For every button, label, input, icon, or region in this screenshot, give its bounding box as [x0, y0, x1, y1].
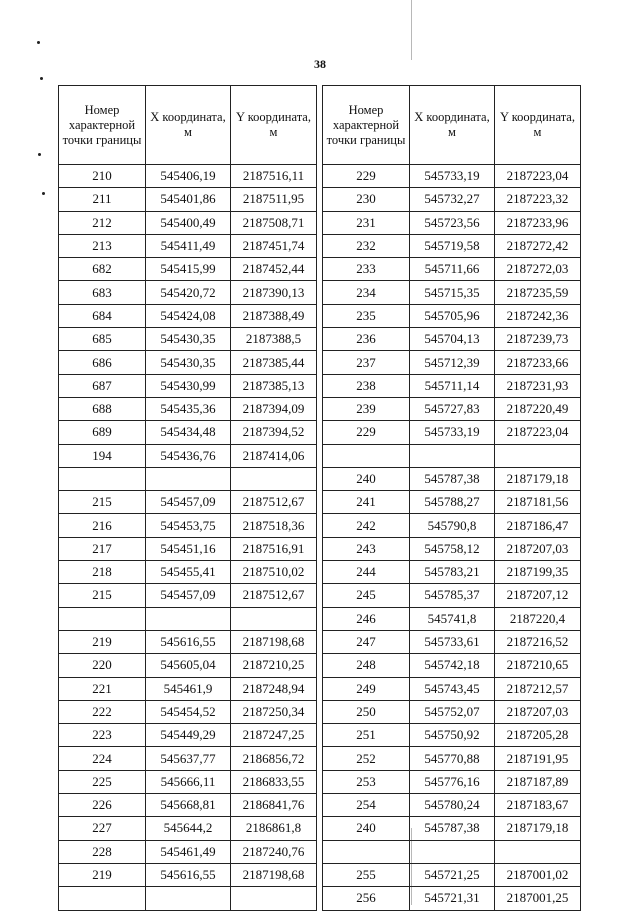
cell-y-coordinate: 2187272,42 [495, 234, 581, 257]
table-row [59, 514, 317, 537]
cell-x-coordinate: 545733,61 [410, 630, 495, 653]
cell-y-coordinate: 2187235,59 [495, 281, 581, 304]
cell-x-coordinate: 545430,99 [146, 374, 231, 397]
cell-point-number: 683 [59, 281, 146, 304]
table-row [59, 234, 317, 257]
cell-point-number: 223 [59, 724, 146, 747]
cell-x-coordinate: 545788,27 [410, 491, 495, 514]
cell-x-coordinate: 545430,35 [146, 351, 231, 374]
cell-y-coordinate: 2187233,66 [495, 351, 581, 374]
cell-y-coordinate: 2187512,67 [231, 584, 317, 607]
cell-x-coordinate: 545436,76 [146, 444, 231, 467]
scan-artifact-dot [38, 153, 41, 156]
cell-point-number: 236 [323, 328, 410, 351]
cell-point-number: 242 [323, 514, 410, 537]
cell-point-number: 244 [323, 561, 410, 584]
cell-y-coordinate: 2187179,18 [495, 467, 581, 490]
cell-y-coordinate: 2187394,52 [231, 421, 317, 444]
cell-x-coordinate: 545454,52 [146, 700, 231, 723]
cell-point-number: 231 [323, 211, 410, 234]
cell-x-coordinate: 545785,37 [410, 584, 495, 607]
table-row [59, 444, 317, 467]
table-row [323, 304, 581, 327]
table-row [323, 537, 581, 560]
table-row [59, 724, 317, 747]
table-row [323, 863, 581, 886]
table-row [323, 840, 581, 863]
cell-x-coordinate [146, 607, 231, 630]
table-row [323, 794, 581, 817]
table-row [323, 607, 581, 630]
cell-x-coordinate: 545644,2 [146, 817, 231, 840]
cell-x-coordinate: 545719,58 [410, 234, 495, 257]
cell-x-coordinate: 545727,83 [410, 397, 495, 420]
cell-point-number: 221 [59, 677, 146, 700]
cell-point-number: 254 [323, 794, 410, 817]
table-row [323, 258, 581, 281]
table-row [59, 491, 317, 514]
cell-point-number: 211 [59, 188, 146, 211]
cell-x-coordinate: 545743,45 [410, 677, 495, 700]
table-row [323, 887, 581, 910]
cell-x-coordinate: 545457,09 [146, 491, 231, 514]
cell-y-coordinate: 2187250,34 [231, 700, 317, 723]
scan-artifact-dot [40, 77, 43, 80]
cell-x-coordinate: 545712,39 [410, 351, 495, 374]
cell-y-coordinate: 2186833,55 [231, 770, 317, 793]
table-row [323, 351, 581, 374]
cell-y-coordinate [231, 467, 317, 490]
cell-x-coordinate: 545406,19 [146, 165, 231, 188]
cell-x-coordinate: 545461,9 [146, 677, 231, 700]
table-row [323, 514, 581, 537]
cell-x-coordinate [146, 467, 231, 490]
cell-x-coordinate: 545715,35 [410, 281, 495, 304]
cell-y-coordinate: 2187242,36 [495, 304, 581, 327]
cell-x-coordinate: 545733,19 [410, 421, 495, 444]
cell-y-coordinate: 2187248,94 [231, 677, 317, 700]
header-x: X координата, м [146, 86, 231, 165]
cell-point-number: 238 [323, 374, 410, 397]
cell-y-coordinate [231, 607, 317, 630]
cell-x-coordinate: 545430,35 [146, 328, 231, 351]
cell-x-coordinate [410, 840, 495, 863]
cell-x-coordinate: 545616,55 [146, 630, 231, 653]
table-row [323, 700, 581, 723]
cell-y-coordinate: 2187223,04 [495, 165, 581, 188]
cell-y-coordinate: 2187181,56 [495, 491, 581, 514]
cell-y-coordinate: 2187511,95 [231, 188, 317, 211]
table-row [59, 700, 317, 723]
table-row [323, 630, 581, 653]
cell-y-coordinate: 2187394,09 [231, 397, 317, 420]
table-row [323, 421, 581, 444]
table-row [59, 630, 317, 653]
cell-point-number: 256 [323, 887, 410, 910]
cell-point-number: 240 [323, 467, 410, 490]
table-row [59, 584, 317, 607]
cell-y-coordinate: 2187210,25 [231, 654, 317, 677]
cell-x-coordinate: 545411,49 [146, 234, 231, 257]
cell-y-coordinate: 2187207,03 [495, 537, 581, 560]
table-row [59, 863, 317, 886]
table-row [59, 211, 317, 234]
cell-x-coordinate: 545434,48 [146, 421, 231, 444]
cell-y-coordinate: 2187220,49 [495, 397, 581, 420]
table-body-right [323, 165, 581, 911]
cell-x-coordinate [410, 444, 495, 467]
cell-point-number [59, 887, 146, 910]
cell-point-number [323, 840, 410, 863]
cell-point-number: 215 [59, 584, 146, 607]
cell-y-coordinate [231, 887, 317, 910]
cell-y-coordinate: 2187388,49 [231, 304, 317, 327]
cell-y-coordinate: 2187231,93 [495, 374, 581, 397]
cell-x-coordinate: 545420,72 [146, 281, 231, 304]
cell-point-number: 229 [323, 421, 410, 444]
cell-point-number: 246 [323, 607, 410, 630]
cell-point-number: 689 [59, 421, 146, 444]
cell-y-coordinate: 2187390,13 [231, 281, 317, 304]
cell-point-number: 239 [323, 397, 410, 420]
cell-x-coordinate: 545449,29 [146, 724, 231, 747]
cell-x-coordinate: 545415,99 [146, 258, 231, 281]
cell-y-coordinate [495, 444, 581, 467]
cell-point-number: 243 [323, 537, 410, 560]
cell-point-number: 218 [59, 561, 146, 584]
table-row [323, 467, 581, 490]
table-row [59, 654, 317, 677]
cell-point-number [59, 467, 146, 490]
cell-point-number: 222 [59, 700, 146, 723]
cell-point-number: 228 [59, 840, 146, 863]
header-y: Y координата, м [231, 86, 317, 165]
cell-point-number: 684 [59, 304, 146, 327]
table-row [323, 211, 581, 234]
cell-x-coordinate: 545711,14 [410, 374, 495, 397]
cell-y-coordinate: 2187388,5 [231, 328, 317, 351]
cell-y-coordinate: 2187512,67 [231, 491, 317, 514]
cell-point-number: 194 [59, 444, 146, 467]
cell-x-coordinate: 545666,11 [146, 770, 231, 793]
cell-point-number: 226 [59, 794, 146, 817]
cell-point-number: 237 [323, 351, 410, 374]
cell-x-coordinate: 545455,41 [146, 561, 231, 584]
table-row [59, 817, 317, 840]
table-row [323, 165, 581, 188]
cell-point-number: 220 [59, 654, 146, 677]
header-point: Номер характерной точки границы [323, 86, 410, 165]
cell-point-number: 250 [323, 700, 410, 723]
cell-x-coordinate: 545783,21 [410, 561, 495, 584]
cell-x-coordinate: 545457,09 [146, 584, 231, 607]
table-header-row [59, 86, 317, 165]
cell-point-number: 687 [59, 374, 146, 397]
cell-y-coordinate: 2187220,4 [495, 607, 581, 630]
header-y: Y координата, м [495, 86, 581, 165]
cell-point-number: 217 [59, 537, 146, 560]
cell-x-coordinate: 545704,13 [410, 328, 495, 351]
coordinates-table-right [322, 85, 581, 911]
cell-point-number: 215 [59, 491, 146, 514]
cell-x-coordinate: 545770,88 [410, 747, 495, 770]
cell-y-coordinate: 2186861,8 [231, 817, 317, 840]
cell-y-coordinate: 2187247,25 [231, 724, 317, 747]
cell-point-number [59, 607, 146, 630]
cell-y-coordinate: 2187179,18 [495, 817, 581, 840]
cell-y-coordinate: 2187186,47 [495, 514, 581, 537]
cell-x-coordinate: 545790,8 [410, 514, 495, 537]
table-row [323, 747, 581, 770]
table-row [59, 467, 317, 490]
cell-x-coordinate: 545711,66 [410, 258, 495, 281]
cell-x-coordinate: 545721,25 [410, 863, 495, 886]
cell-y-coordinate: 2187233,96 [495, 211, 581, 234]
table-row [323, 444, 581, 467]
cell-x-coordinate: 545616,55 [146, 863, 231, 886]
cell-point-number [323, 444, 410, 467]
cell-y-coordinate: 2187516,91 [231, 537, 317, 560]
table-row [59, 747, 317, 770]
table-row [59, 537, 317, 560]
table-row [59, 165, 317, 188]
cell-point-number: 241 [323, 491, 410, 514]
table-row [323, 724, 581, 747]
cell-point-number: 248 [323, 654, 410, 677]
cell-point-number: 224 [59, 747, 146, 770]
cell-x-coordinate: 545752,07 [410, 700, 495, 723]
table-row [59, 258, 317, 281]
cell-x-coordinate: 545787,38 [410, 467, 495, 490]
cell-point-number: 219 [59, 863, 146, 886]
table-row [59, 421, 317, 444]
cell-y-coordinate: 2187001,25 [495, 887, 581, 910]
cell-x-coordinate: 545637,77 [146, 747, 231, 770]
cell-y-coordinate: 2187001,02 [495, 863, 581, 886]
cell-point-number: 213 [59, 234, 146, 257]
table-row [323, 770, 581, 793]
cell-point-number: 212 [59, 211, 146, 234]
cell-point-number: 682 [59, 258, 146, 281]
cell-x-coordinate: 545705,96 [410, 304, 495, 327]
scan-artifact-dot [37, 41, 40, 44]
table-row [59, 794, 317, 817]
cell-x-coordinate: 545721,31 [410, 887, 495, 910]
cell-x-coordinate: 545732,27 [410, 188, 495, 211]
cell-point-number: 251 [323, 724, 410, 747]
cell-y-coordinate: 2187183,67 [495, 794, 581, 817]
table-row [323, 397, 581, 420]
cell-y-coordinate: 2187272,03 [495, 258, 581, 281]
cell-x-coordinate: 545400,49 [146, 211, 231, 234]
table-row [59, 374, 317, 397]
table-row [59, 351, 317, 374]
cell-y-coordinate: 2187223,04 [495, 421, 581, 444]
cell-x-coordinate: 545451,16 [146, 537, 231, 560]
table-row [59, 770, 317, 793]
cell-point-number: 230 [323, 188, 410, 211]
cell-point-number: 249 [323, 677, 410, 700]
cell-point-number: 219 [59, 630, 146, 653]
cell-point-number: 245 [323, 584, 410, 607]
cell-point-number: 252 [323, 747, 410, 770]
cell-x-coordinate: 545750,92 [410, 724, 495, 747]
cell-y-coordinate: 2187199,35 [495, 561, 581, 584]
cell-x-coordinate: 545435,36 [146, 397, 231, 420]
header-point: Номер характерной точки границы [59, 86, 146, 165]
table-row [59, 188, 317, 211]
cell-y-coordinate: 2187207,12 [495, 584, 581, 607]
cell-y-coordinate: 2187385,44 [231, 351, 317, 374]
cell-point-number: 216 [59, 514, 146, 537]
table-row [323, 584, 581, 607]
cell-x-coordinate: 545758,12 [410, 537, 495, 560]
cell-x-coordinate: 545605,04 [146, 654, 231, 677]
cell-y-coordinate: 2187207,03 [495, 700, 581, 723]
table-row [323, 374, 581, 397]
cell-y-coordinate: 2187510,02 [231, 561, 317, 584]
cell-y-coordinate: 2187191,95 [495, 747, 581, 770]
cell-x-coordinate: 545733,19 [410, 165, 495, 188]
cell-y-coordinate: 2187239,73 [495, 328, 581, 351]
table-row [59, 677, 317, 700]
table-row [59, 328, 317, 351]
table-body-left [59, 165, 317, 911]
cell-y-coordinate: 2187518,36 [231, 514, 317, 537]
cell-x-coordinate: 545424,08 [146, 304, 231, 327]
cell-y-coordinate: 2187385,13 [231, 374, 317, 397]
table-row [323, 281, 581, 304]
cell-point-number: 685 [59, 328, 146, 351]
coordinates-table-left [58, 85, 317, 911]
cell-y-coordinate: 2187210,65 [495, 654, 581, 677]
cell-y-coordinate: 2187223,32 [495, 188, 581, 211]
table-row [323, 234, 581, 257]
table-row [323, 561, 581, 584]
table-row [323, 654, 581, 677]
cell-y-coordinate: 2186856,72 [231, 747, 317, 770]
cell-y-coordinate: 2187451,74 [231, 234, 317, 257]
cell-point-number: 688 [59, 397, 146, 420]
cell-x-coordinate: 545741,8 [410, 607, 495, 630]
cell-point-number: 235 [323, 304, 410, 327]
cell-point-number: 227 [59, 817, 146, 840]
cell-y-coordinate: 2187187,89 [495, 770, 581, 793]
table-row [323, 491, 581, 514]
cell-y-coordinate: 2187205,28 [495, 724, 581, 747]
cell-point-number: 247 [323, 630, 410, 653]
cell-y-coordinate: 2187212,57 [495, 677, 581, 700]
table-row [323, 677, 581, 700]
cell-y-coordinate: 2186841,76 [231, 794, 317, 817]
cell-y-coordinate: 2187198,68 [231, 863, 317, 886]
cell-point-number: 686 [59, 351, 146, 374]
table-row [59, 607, 317, 630]
cell-y-coordinate: 2187452,44 [231, 258, 317, 281]
page-number: 38 [314, 57, 326, 71]
cell-point-number: 210 [59, 165, 146, 188]
table-header-row [323, 86, 581, 165]
cell-point-number: 232 [323, 234, 410, 257]
cell-y-coordinate: 2187508,71 [231, 211, 317, 234]
cell-y-coordinate [495, 840, 581, 863]
header-x: X координата, м [410, 86, 495, 165]
table-row [323, 817, 581, 840]
table-row [59, 887, 317, 910]
cell-point-number: 233 [323, 258, 410, 281]
cell-x-coordinate: 545668,81 [146, 794, 231, 817]
cell-point-number: 240 [323, 817, 410, 840]
cell-y-coordinate: 2187516,11 [231, 165, 317, 188]
cell-point-number: 225 [59, 770, 146, 793]
scan-artifact-line [411, 0, 412, 60]
table-row [323, 188, 581, 211]
cell-x-coordinate [146, 887, 231, 910]
cell-point-number: 229 [323, 165, 410, 188]
table-row [59, 281, 317, 304]
cell-x-coordinate: 545401,86 [146, 188, 231, 211]
cell-x-coordinate: 545787,38 [410, 817, 495, 840]
table-row [59, 397, 317, 420]
cell-y-coordinate: 2187216,52 [495, 630, 581, 653]
table-row [59, 304, 317, 327]
table-row [323, 328, 581, 351]
cell-x-coordinate: 545453,75 [146, 514, 231, 537]
table-row [59, 561, 317, 584]
cell-x-coordinate: 545742,18 [410, 654, 495, 677]
cell-x-coordinate: 545780,24 [410, 794, 495, 817]
cell-y-coordinate: 2187414,06 [231, 444, 317, 467]
table-row [59, 840, 317, 863]
cell-y-coordinate: 2187198,68 [231, 630, 317, 653]
cell-x-coordinate: 545461,49 [146, 840, 231, 863]
cell-point-number: 253 [323, 770, 410, 793]
cell-x-coordinate: 545723,56 [410, 211, 495, 234]
scan-artifact-dot [42, 192, 45, 195]
cell-y-coordinate: 2187240,76 [231, 840, 317, 863]
cell-x-coordinate: 545776,16 [410, 770, 495, 793]
cell-point-number: 255 [323, 863, 410, 886]
cell-point-number: 234 [323, 281, 410, 304]
